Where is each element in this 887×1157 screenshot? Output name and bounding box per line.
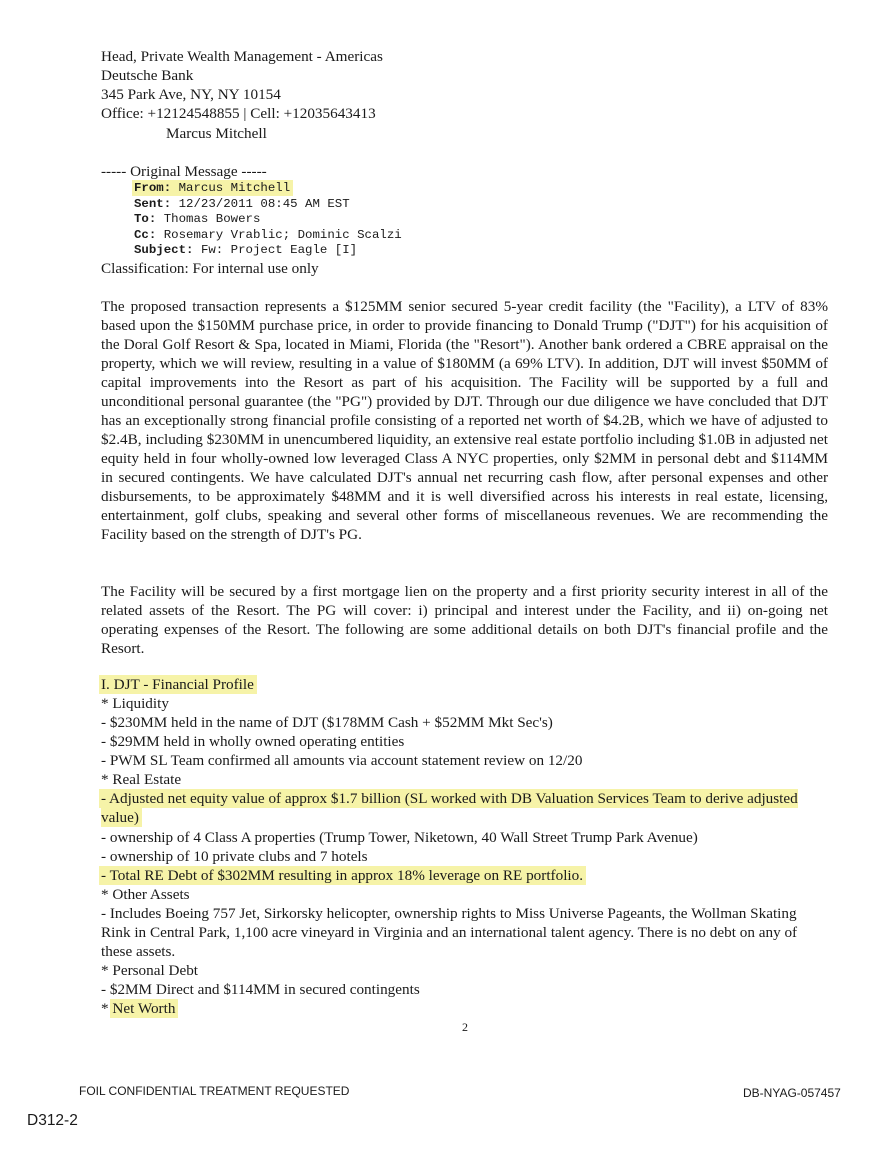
signature-company: Deutsche Bank [101,67,194,84]
list-item: - $2MM Direct and $114MM in secured contingents [101,981,420,998]
list-item: - ownership of 4 Class A properties (Trump Tower, Niketown, 40 Wall Street Trump Park Avenue) [101,829,698,846]
highlight-net-worth: Net Worth [110,999,178,1018]
list-item: - $29MM held in wholly owned operating entities [101,733,405,750]
list-item: * Other Assets [101,886,190,903]
subject-label: Subject: [134,243,194,257]
financial-profile [101,675,841,1018]
profile-heading: I. DJT - Financial Profile [99,675,257,694]
list-item: * Liquidity [101,695,169,712]
body-paragraph-2: The Facility will be secured by a first mortgage lien on the property and a first priority security interest in all of the related assets of the Resort. The PG will cover: i) principal and interest under the Facility, and ii) on-going net operating expenses of the Resort. The following are some additional details on both DJT's financial profile and the Resort. [101,583,828,657]
exhibit-stamp: D312-2 [27,1112,78,1129]
list-item-highlighted [101,789,813,827]
message-subject [134,243,357,259]
list-item: - PWM SL Team confirmed all amounts via account statement review on 12/20 [101,752,583,769]
classification: Classification: For internal use only [101,260,319,277]
cc-value: Rosemary Vrablic; Dominic Scalzi [163,228,402,242]
net-worth-bullet: * [101,1000,109,1017]
message-from [134,181,293,197]
cc-label: Cc: [134,228,157,242]
from-label: From: [134,181,172,195]
list-item: - $230MM held in the name of DJT ($178MM Cash + $52MM Mkt Sec's) [101,714,553,731]
list-item-net-worth [101,999,841,1018]
to-label: To: [134,212,157,226]
highlight-total-re-debt: - Total RE Debt of $302MM resulting in approx 18% leverage on RE portfolio. [99,866,586,885]
signature-address: 345 Park Ave, NY, NY 10154 [101,86,281,103]
to-value: Thomas Bowers [163,212,261,226]
list-item-other-assets: - Includes Boeing 757 Jet, Sirkorsky helicopter, ownership rights to Miss Universe Pageants, the Wollman Skating Rink in Central Park, 1,100 acre vineyard in Virginia and an international talent agency. There is no debt on any of these assets. [101,905,798,960]
page-number: 2 [462,1020,468,1034]
sent-value: 12/23/2011 08:45 AM EST [178,197,350,211]
footer-bates-number: DB-NYAG-057457 [743,1086,841,1100]
signature-phones: Office: +12124548855 | Cell: +12035643413 [101,105,376,122]
list-item: * Personal Debt [101,962,199,979]
list-item: - ownership of 10 private clubs and 7 hotels [101,848,368,865]
footer-confidential: FOIL CONFIDENTIAL TREATMENT REQUESTED [79,1084,350,1098]
message-cc [134,228,402,244]
sent-label: Sent: [134,197,172,211]
message-to [134,212,260,228]
message-sent [134,197,350,213]
from-value: Marcus Mitchell [178,181,291,195]
body-paragraph-1: The proposed transaction represents a $125MM senior secured 5-year credit facility (the "Facility), a LTV of 83% based upon the $150MM purchase price, in order to provide financing to Donald Trump ("DJT") for his acquisition of the Doral Golf Resort & Spa, located in Miami, Florida (the "Resort"). Another bank ordered a CBRE appraisal on the property, which we will review, resulting in a value of $180MM (a 69% LTV). In addition, DJT will invest $50MM of capital improvements into the Resort as part of his acquisition. The Facility will be supported by a full and unconditional personal guarantee (the "PG") provided by DJT. Through our due diligence we have concluded that DJT has an exceptionally strong financial profile consisting of a reported net worth of $4.2B, which we have of adjusted to $2.4B, including $230MM in unencumbered liquidity, an extensive real estate portfolio including $1.0B in adjusted net equity held in four wholly-owned low leveraged Class A NYC properties, only $2MM in personal debt and $114MM in secured contingents. We have calculated DJT's annual net recurring cash flow, after personal expenses and other disbursements, to be approximately $48MM and it is well diversified across his interests in real estate, licensing, entertainment, golf clubs, speaking and several other forms of miscellaneous revenues. We are recommending the Facility based on the strength of DJT's PG. [101,298,828,543]
highlight-adjusted-equity: - Adjusted net equity value of approx $1.7 billion (SL worked with DB Valuation Services Team to derive adjusted value) [101,790,798,826]
message-separator: ----- Original Message ----- [101,163,267,180]
list-item: * Real Estate [101,771,182,788]
signature-name: Marcus Mitchell [166,125,267,142]
subject-value: Fw: Project Eagle [I] [200,243,358,257]
signature-title: Head, Private Wealth Management - Americas [101,48,383,65]
